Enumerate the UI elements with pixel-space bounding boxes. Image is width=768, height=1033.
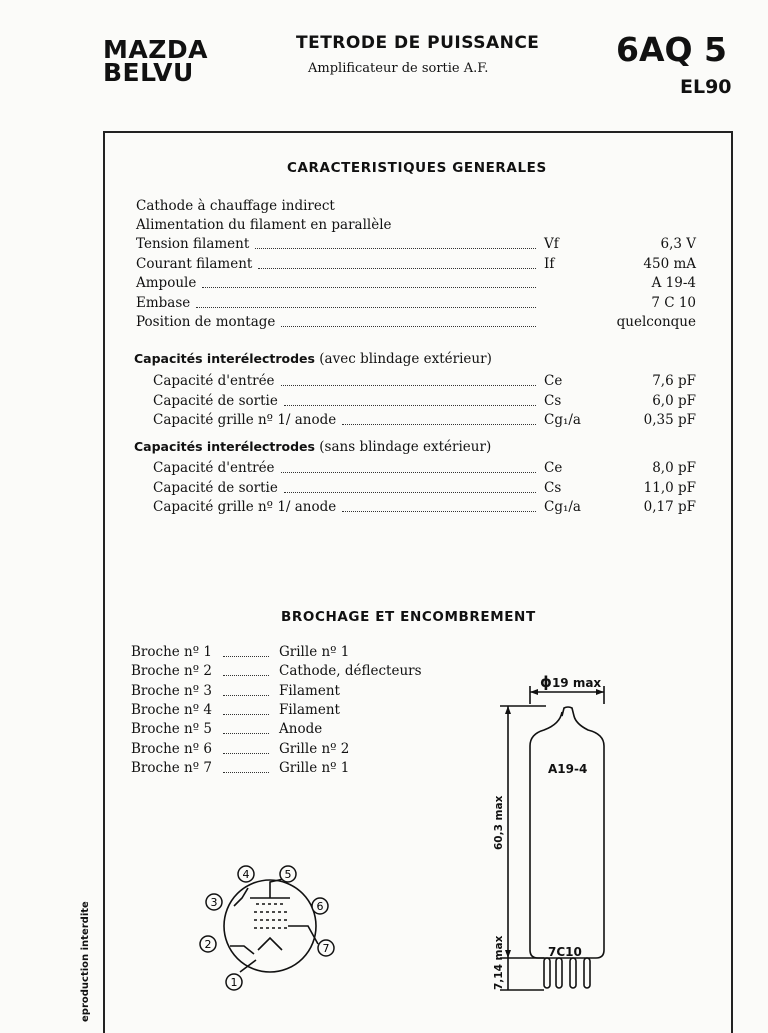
- spec-symbol: Cs: [544, 479, 562, 496]
- socket-diagram: [196, 862, 346, 992]
- pin-row: [131, 741, 451, 760]
- leader-dots: [284, 405, 536, 406]
- spec-label: Tension filament: [136, 236, 250, 252]
- pin-function: Grille nº 1: [279, 644, 350, 660]
- spec-row: [0, 393, 768, 412]
- leader-dots: [281, 472, 536, 473]
- spec-value: 6,3 V: [660, 236, 696, 252]
- pin-row: [131, 702, 451, 721]
- base-label: 7C10: [548, 945, 582, 959]
- cap-unshielded-heading: [134, 439, 491, 455]
- pin-number: Broche nº 1: [131, 644, 212, 660]
- height-dimension: 60,3 max: [493, 795, 505, 850]
- spec-symbol: Ce: [544, 373, 563, 389]
- pin-row: [131, 760, 451, 779]
- bulb-label: A19-4: [548, 762, 588, 776]
- cap-unshielded-heading-rest: (sans blindage extérieur): [319, 439, 492, 455]
- pin-row: [131, 644, 451, 663]
- leader-dots: [258, 268, 536, 269]
- spec-row: [0, 275, 768, 294]
- socket-pin-number: 2: [204, 938, 212, 951]
- pin-function: Grille nº 2: [279, 740, 350, 757]
- spec-value: 0,17 pF: [643, 499, 696, 515]
- brand-logo: [103, 35, 208, 87]
- pin-number: Broche nº 2: [131, 663, 212, 680]
- spec-row: [0, 314, 768, 333]
- diameter-symbol: ϕ: [540, 673, 552, 691]
- spec-row: [0, 499, 768, 518]
- bulb-outline: [530, 707, 604, 958]
- brand-line-1: MAZDA: [103, 35, 208, 64]
- spec-value: A 19-4: [651, 275, 696, 291]
- pin-number: Broche nº 6: [131, 740, 212, 757]
- spec-value: 7,6 pF: [652, 373, 696, 389]
- section-title-general: CARACTERISTIQUES GENERALES: [287, 160, 547, 176]
- leader-dots: [342, 424, 536, 425]
- general-line-2: Alimentation du filament en parallèle: [136, 217, 392, 233]
- cap-shielded-heading: [134, 351, 492, 367]
- leader-dots: [281, 326, 536, 327]
- spec-label: Capacité de sortie: [153, 479, 278, 496]
- pin-function: Cathode, déflecteurs: [279, 663, 422, 680]
- spec-value: quelconque: [616, 314, 696, 330]
- leader-dots: [196, 307, 536, 308]
- leader-dots: [223, 753, 269, 754]
- leader-dots: [223, 675, 269, 676]
- spec-row: [0, 460, 768, 479]
- socket-pin-number: 6: [316, 900, 324, 913]
- leader-dots: [223, 772, 269, 773]
- pin-number: Broche nº 4: [131, 701, 212, 718]
- pin-function: Filament: [279, 682, 340, 699]
- spec-value: 0,35 pF: [643, 412, 696, 428]
- spec-label: Position de montage: [136, 314, 276, 330]
- cap-shielded-heading-rest: (avec blindage extérieur): [319, 351, 492, 367]
- spec-label: Capacité grille nº 1/ anode: [153, 412, 337, 428]
- tube-type-subtitle: Amplificateur de sortie A.F.: [308, 61, 489, 76]
- general-line-1: Cathode à chauffage indirect: [136, 198, 335, 214]
- pin-row: [131, 721, 451, 740]
- leader-dots: [342, 511, 536, 512]
- spec-row: [0, 412, 768, 431]
- spec-symbol: Ce: [544, 460, 563, 476]
- base-height-dimension: 7,14 max: [493, 935, 505, 990]
- spec-label: Capacité grille nº 1/ anode: [153, 499, 337, 515]
- spec-label: Ampoule: [136, 275, 197, 291]
- spec-row: [0, 236, 768, 255]
- spec-row: [0, 295, 768, 314]
- spec-symbol: Cs: [544, 392, 562, 409]
- diameter-value: 19 max: [551, 676, 602, 690]
- spec-value: 8,0 pF: [652, 460, 696, 476]
- spec-label: Capacité d'entrée: [153, 373, 275, 389]
- leader-dots: [223, 733, 269, 734]
- leader-dots: [223, 695, 269, 696]
- spec-value: 7 C 10: [651, 294, 696, 311]
- brand-line-2: BELVU: [103, 58, 194, 87]
- spec-row: [0, 373, 768, 392]
- pin-function: Filament: [279, 701, 340, 718]
- spec-symbol: Cg₁/a: [544, 412, 581, 428]
- spec-label: Courant filament: [136, 255, 253, 272]
- pin-number: Broche nº 5: [131, 721, 212, 738]
- spec-value: 11,0 pF: [643, 479, 696, 496]
- leader-dots: [202, 287, 536, 288]
- leader-dots: [281, 385, 536, 386]
- spec-label: Capacité de sortie: [153, 392, 278, 409]
- spec-label: Embase: [136, 294, 191, 311]
- spec-symbol: Cg₁/a: [544, 499, 581, 515]
- cap-unshielded-heading-bold: Capacités interélectrodes: [134, 439, 315, 454]
- pin-row: [131, 683, 451, 702]
- leader-dots: [223, 714, 269, 715]
- cap-shielded-heading-bold: Capacités interélectrodes: [134, 351, 315, 366]
- tube-type-title: TETRODE DE PUISSANCE: [296, 33, 540, 53]
- spec-value: 6,0 pF: [652, 392, 696, 409]
- pin-number: Broche nº 3: [131, 682, 212, 699]
- model-number: 6AQ 5: [616, 30, 728, 69]
- leader-dots: [223, 656, 269, 657]
- socket-pin-number: 5: [284, 868, 292, 881]
- leader-dots: [284, 492, 536, 493]
- spec-value: 450 mA: [643, 255, 696, 272]
- spec-symbol: If: [544, 255, 555, 272]
- pin-row: [131, 663, 451, 682]
- reproduction-notice: eproduction interdite: [80, 901, 91, 1022]
- socket-pin-number: 3: [210, 896, 218, 909]
- pin-function: Grille nº 1: [279, 759, 350, 776]
- spec-symbol: Vf: [544, 236, 559, 252]
- socket-pin-number: 1: [230, 976, 238, 989]
- diameter-dimension: [540, 673, 601, 691]
- socket-pin-number: 7: [322, 942, 330, 955]
- spec-row: [0, 480, 768, 499]
- pin-function: Anode: [279, 721, 323, 738]
- pin-number: Broche nº 7: [131, 759, 212, 776]
- spec-label: Capacité d'entrée: [153, 460, 275, 476]
- leader-dots: [255, 248, 536, 249]
- spec-row: [0, 256, 768, 275]
- socket-pin-number: 4: [242, 868, 250, 881]
- equivalent-model: EL90: [680, 76, 732, 98]
- section-title-pinout: BROCHAGE ET ENCOMBREMENT: [281, 609, 536, 625]
